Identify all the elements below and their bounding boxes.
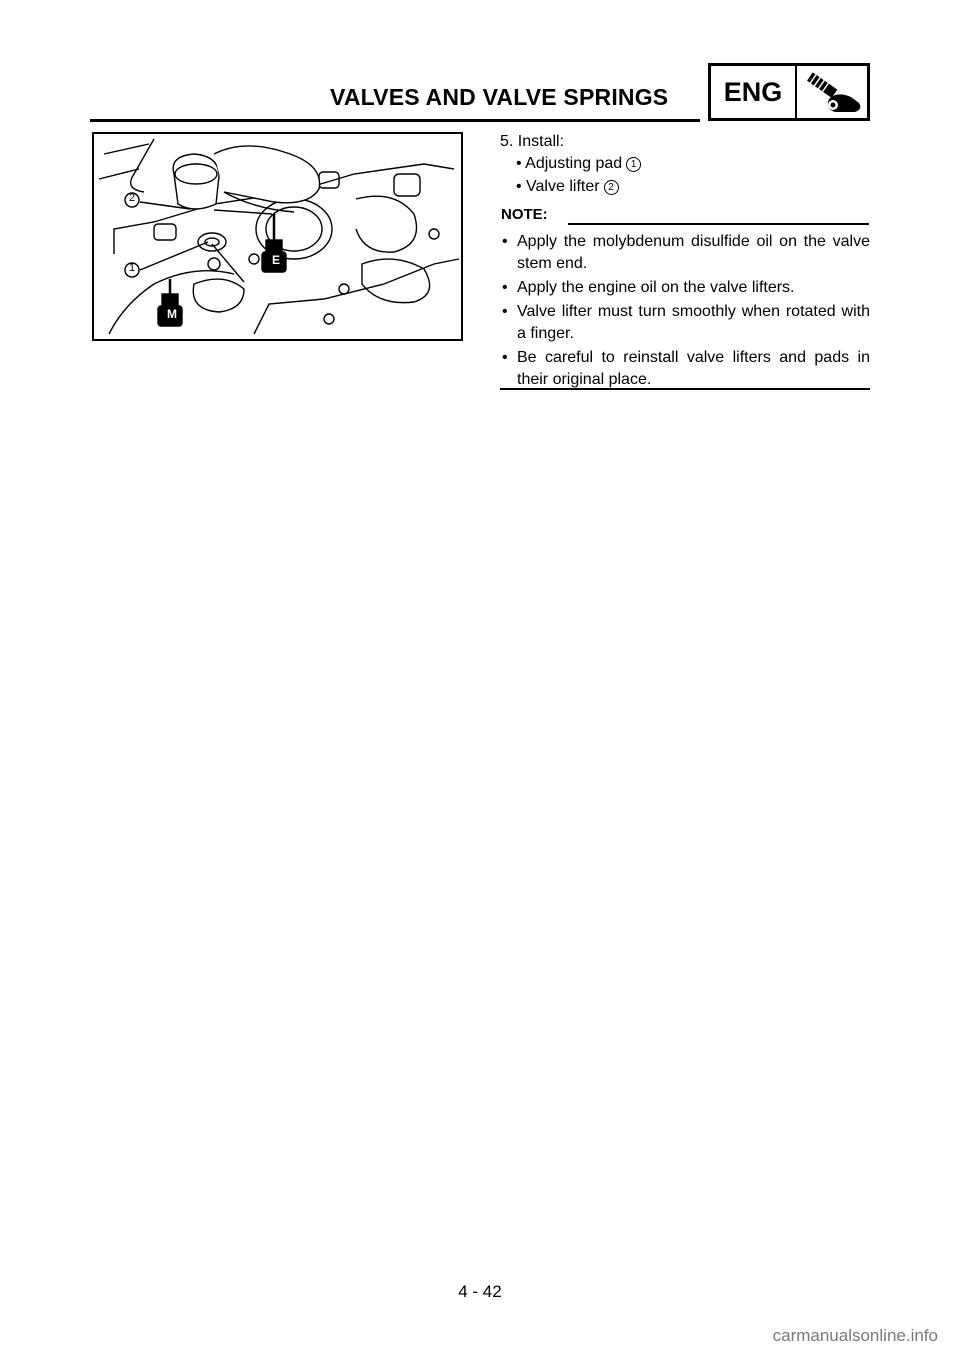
section-badge-label: ENG: [711, 66, 797, 118]
install-item-label: Valve lifter: [526, 178, 600, 195]
valve-lifter-illustration: [92, 132, 463, 341]
watermark: carmanualsonline.info: [772, 1326, 938, 1345]
ref-number-1: 1: [626, 157, 641, 172]
figure-callout-1: 1: [128, 262, 136, 274]
page-number: 4 - 42: [458, 1282, 502, 1301]
wrench-engine-icon: [797, 66, 867, 118]
install-item-label: Adjusting pad: [525, 155, 623, 172]
molybdenum-oil-label: M: [167, 307, 177, 321]
note-item: • Apply the engine oil on the valve lifters.: [500, 277, 870, 299]
install-item-adjusting-pad: • Adjusting pad 1: [516, 155, 641, 173]
note-item: • Valve lifter must turn smoothly when rotated with a finger.: [500, 301, 870, 345]
header-divider: [90, 119, 700, 122]
step-title: 5. Install:: [500, 133, 565, 150]
ref-number-2: 2: [604, 180, 619, 195]
engine-oil-label: E: [271, 253, 280, 267]
page-title: VALVES AND VALVE SPRINGS: [330, 84, 669, 110]
note-item: • Be careful to reinstall valve lifters and pads in their original place.: [500, 347, 870, 391]
section-badge: [708, 63, 870, 121]
figure-callout-2: 2: [128, 192, 136, 204]
note-item: • Apply the molybdenum disulfide oil on the valve stem end.: [500, 231, 870, 275]
note-top-rule: [568, 223, 869, 225]
note-list: [500, 231, 870, 393]
note-label: NOTE:: [501, 206, 548, 223]
install-item-valve-lifter: • Valve lifter 2: [516, 178, 619, 196]
note-bottom-rule: [500, 388, 870, 390]
